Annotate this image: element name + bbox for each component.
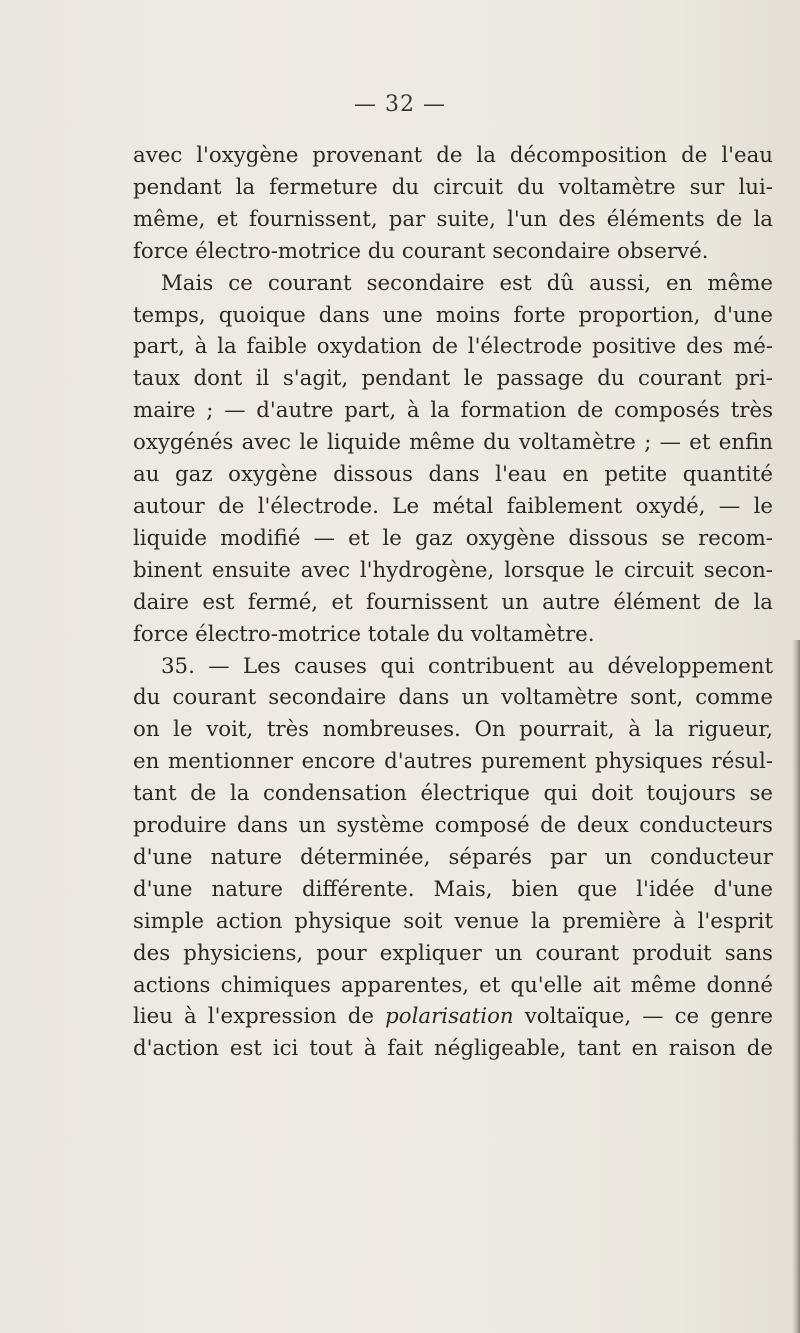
text-line: tant de la condensation électrique qui doit toujours se [133,781,773,807]
text-segment: lieu à l'expression de [133,1004,386,1030]
text-segment: voltaïque, — ce genre [513,1004,773,1030]
text-line: actions chimiques apparentes, et qu'elle ait même donné [133,972,773,998]
text-line: simple action physique soit venue la première à l'esprit [133,908,773,934]
italic-term: polarisation [385,1004,514,1030]
page-number: — 32 — [354,92,446,117]
text-line: force électro-motrice totale du voltamètre. [133,621,595,647]
text-line-italic [133,1001,773,1033]
text-line: force électro-motrice du courant secondaire observé. [133,238,709,264]
text-line: au gaz oxygène dissous dans l'eau en petite quantité [133,462,773,488]
text-line: produire dans un système composé de deux conducteurs [133,813,773,839]
text-line: du courant secondaire dans un voltamètre sont, comme [133,685,773,711]
text-line: autour de l'électrode. Le métal faiblement oxydé, — le [133,493,773,519]
text-line: taux dont il s'agit, pendant le passage du courant pri- [133,366,773,392]
text-line: temps, quoique dans une moins forte proportion, d'une [133,302,773,328]
text-line: d'une nature déterminée, séparés par un conducteur [133,844,773,870]
text-line: en mentionner encore d'autres purement physiques résul- [133,749,773,775]
text-line: d'une nature différente. Mais, bien que l'idée d'une [133,876,773,902]
text-line: on le voit, très nombreuses. On pourrait, à la rigueur, [133,717,773,743]
page-edge-shadow [792,640,800,1333]
text-line: pendant la fermeture du circuit du voltamètre sur lui- [133,174,773,200]
text-line: des physiciens, pour expliquer un courant produit sans [133,940,773,966]
text-line: part, à la faible oxydation de l'électrode positive des mé- [133,334,773,360]
body-text [133,140,773,1065]
text-line: maire ; — d'autre part, à la formation de composés très [133,398,773,424]
text-line: d'action est ici tout à fait négligeable, tant en raison de [133,1036,773,1062]
text-line: avec l'oxygène provenant de la décomposition de l'eau [133,143,773,168]
text-line: binent ensuite avec l'hydrogène, lorsque le circuit secon- [133,557,773,583]
text-line: même, et fournissent, par suite, l'un des éléments de la [133,206,773,232]
text-line: daire est fermé, et fournissent un autre élément de la [133,589,773,615]
section-35-start: 35. — Les causes qui contribuent au développement [161,653,773,679]
text-line: oxygénés avec le liquide même du voltamètre ; — et enfin [133,430,773,456]
text-line: Mais ce courant secondaire est dû aussi, en même [161,270,773,296]
text-line: liquide modifié — et le gaz oxygène dissous se recom- [133,525,773,551]
